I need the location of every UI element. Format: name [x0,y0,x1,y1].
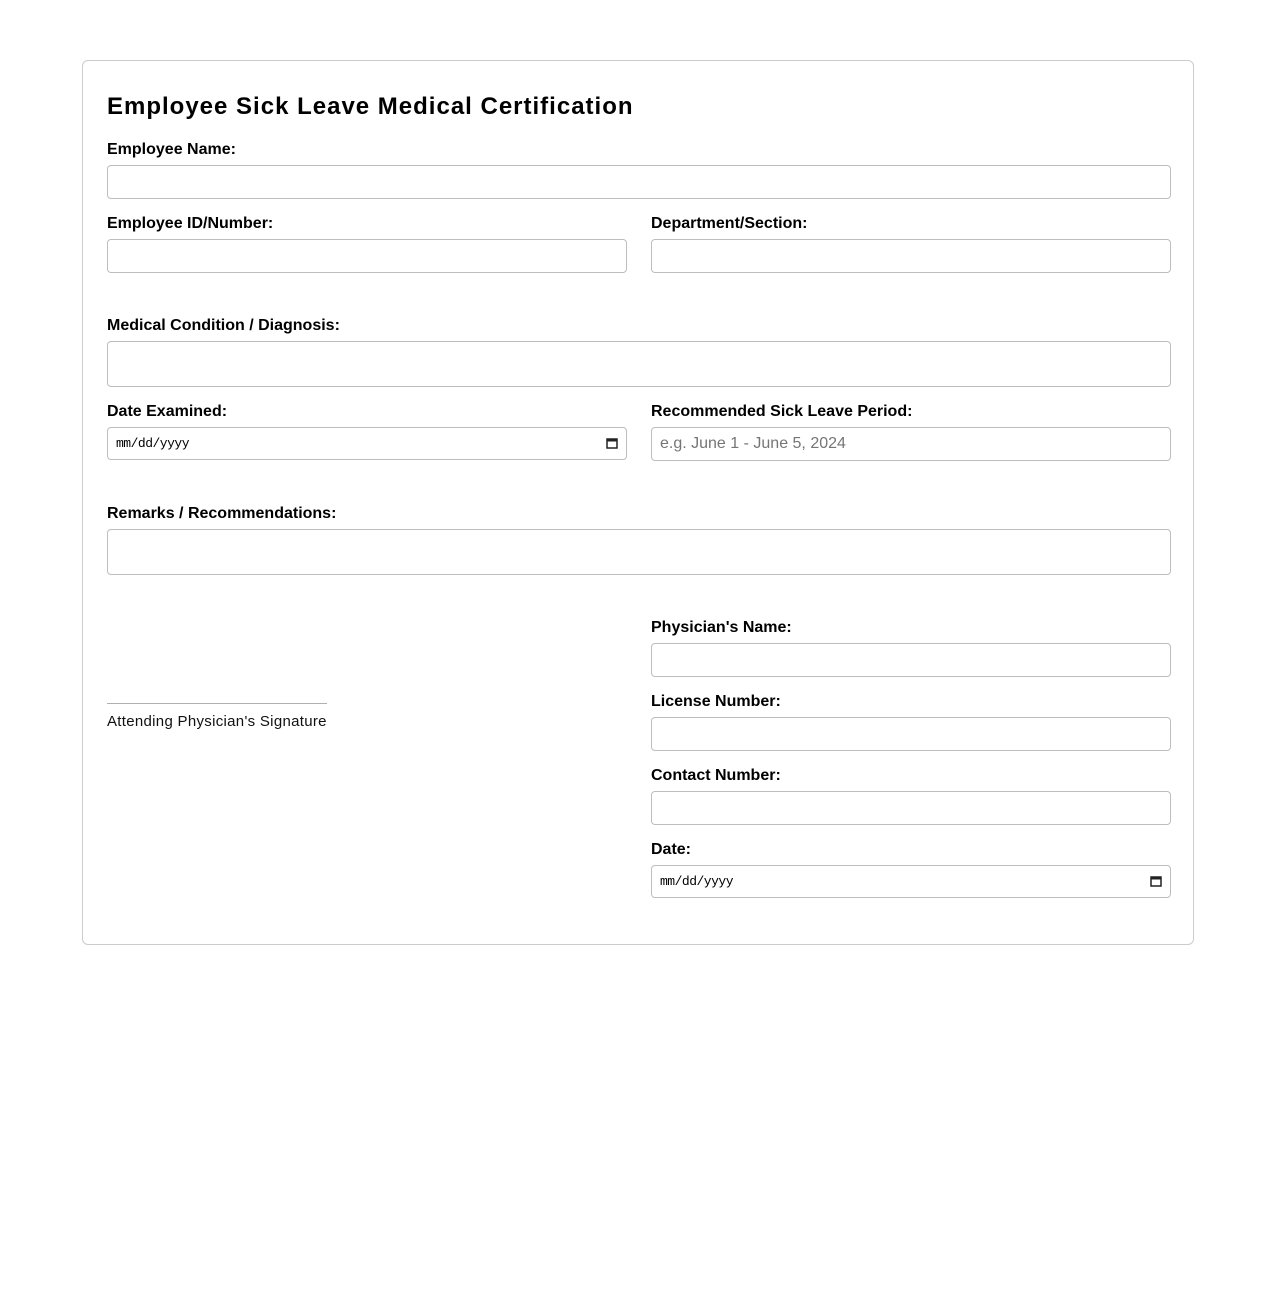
date-examined-label: Date Examined: [107,403,228,420]
department-label: Department/Section: [651,215,808,232]
signature-label: Attending Physician's Signature [107,713,327,730]
employee-name-input[interactable] [107,165,1171,199]
remarks-textarea[interactable] [107,529,1171,575]
calendar-icon[interactable] [606,438,618,449]
medical-condition-label: Medical Condition / Diagnosis: [107,317,340,334]
signature-line [107,703,327,704]
physician-name-label: Physician's Name: [651,619,792,636]
department-input[interactable] [651,239,1171,273]
medical-condition-textarea[interactable] [107,341,1171,387]
employee-name-label: Employee Name: [107,141,236,158]
date-examined-format: mm/dd/yyyy [116,436,190,451]
calendar-icon[interactable] [1150,876,1162,887]
license-number-input[interactable] [651,717,1171,751]
leave-period-input[interactable] [651,427,1171,461]
certification-form-card [82,60,1194,945]
date-examined-input[interactable] [107,427,627,460]
date-format: mm/dd/yyyy [660,874,734,889]
date-input[interactable] [651,865,1171,898]
leave-period-label: Recommended Sick Leave Period: [651,403,913,420]
license-number-label: License Number: [651,693,781,710]
page-title: Employee Sick Leave Medical Certification [107,93,634,120]
employee-id-input[interactable] [107,239,627,273]
physician-name-input[interactable] [651,643,1171,677]
date-label: Date: [651,841,692,858]
employee-id-label: Employee ID/Number: [107,215,274,232]
remarks-label: Remarks / Recommendations: [107,505,337,522]
contact-number-label: Contact Number: [651,767,781,784]
contact-number-input[interactable] [651,791,1171,825]
